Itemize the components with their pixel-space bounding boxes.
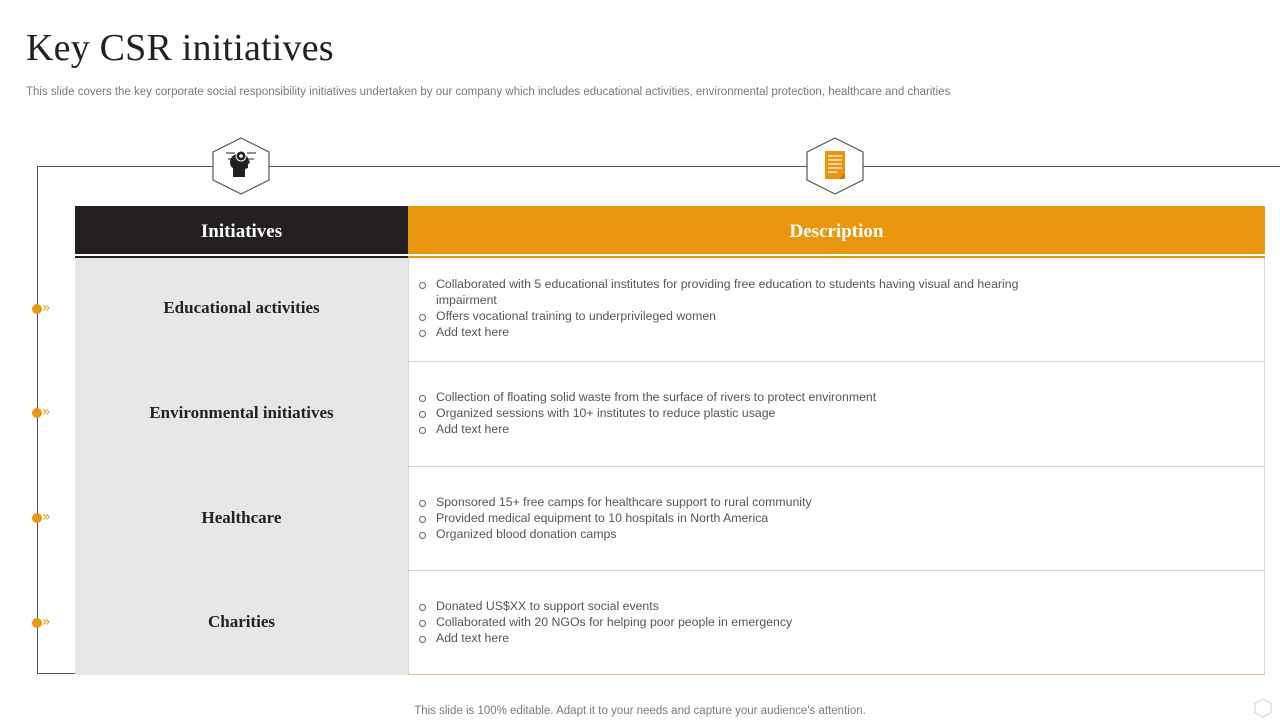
- row-description-educational: [408, 256, 1265, 360]
- bullet-item: Collection of floating solid waste from the surface of rivers to protect environment: [418, 389, 1028, 405]
- bullet-item: Add text here: [418, 630, 1028, 646]
- bullet-list: [408, 494, 1028, 542]
- marker-dot: [32, 618, 42, 628]
- document-icon: [805, 137, 865, 195]
- marker-dot: [32, 408, 42, 418]
- marker-dot: [32, 304, 42, 314]
- row-marker: [32, 509, 56, 525]
- bullet-item: Organized blood donation camps: [418, 526, 1028, 542]
- bullet-list: [408, 389, 1028, 437]
- page-title: Key CSR initiatives: [26, 27, 334, 69]
- row-label-environmental: Environmental initiatives: [149, 403, 334, 422]
- bullet-list: [408, 598, 1028, 646]
- row-label-educational: Educational activities: [163, 298, 320, 317]
- page-subtitle: This slide covers the key corporate social responsibility initiatives undertaken by our company which includes educational activities, environmental protection, healthcare and charities: [26, 86, 951, 98]
- row-label-healthcare: Healthcare: [201, 508, 282, 527]
- header-initiatives: Initiatives: [75, 206, 408, 254]
- bullet-item: Add text here: [418, 324, 1028, 340]
- head-gear-icon: [211, 137, 271, 195]
- bullet-item: Collaborated with 20 NGOs for helping poor people in emergency: [418, 614, 1028, 630]
- bullet-item: Organized sessions with 10+ institutes to reduce plastic usage: [418, 405, 1028, 421]
- bullet-item: Sponsored 15+ free camps for healthcare support to rural community: [418, 494, 1028, 510]
- row-marker: [32, 300, 56, 316]
- marker-dot: [32, 513, 42, 523]
- double-chevron-icon: »: [42, 509, 51, 525]
- double-chevron-icon: »: [42, 404, 51, 420]
- double-chevron-icon: »: [42, 300, 51, 316]
- double-chevron-icon: »: [42, 614, 51, 630]
- row-marker: [32, 404, 56, 420]
- frame-line-bottom: [37, 673, 75, 674]
- row-description-charities: [408, 570, 1265, 674]
- row-description-environmental: [408, 361, 1265, 465]
- bullet-item: Collaborated with 5 educational institutes for providing free education to students having visual and hearing impairment: [418, 276, 1028, 308]
- bullet-item: Offers vocational training to underprivileged women: [418, 308, 1028, 324]
- bullet-item: Donated US$XX to support social events: [418, 598, 1028, 614]
- bullet-item: Provided medical equipment to 10 hospitals in North America: [418, 510, 1028, 526]
- frame-line-left: [37, 166, 38, 674]
- row-description-healthcare: [408, 466, 1265, 570]
- row-label-charities: Charities: [207, 612, 276, 631]
- corner-hexagon-icon: [1253, 698, 1273, 723]
- footer-note: This slide is 100% editable. Adapt it to your needs and capture your audience's attention.: [414, 705, 866, 717]
- header-description: Description: [408, 206, 1265, 254]
- bullet-list: [408, 276, 1028, 340]
- csr-table: [75, 206, 1265, 675]
- bullet-item: Add text here: [418, 421, 1028, 437]
- row-marker: [32, 614, 56, 630]
